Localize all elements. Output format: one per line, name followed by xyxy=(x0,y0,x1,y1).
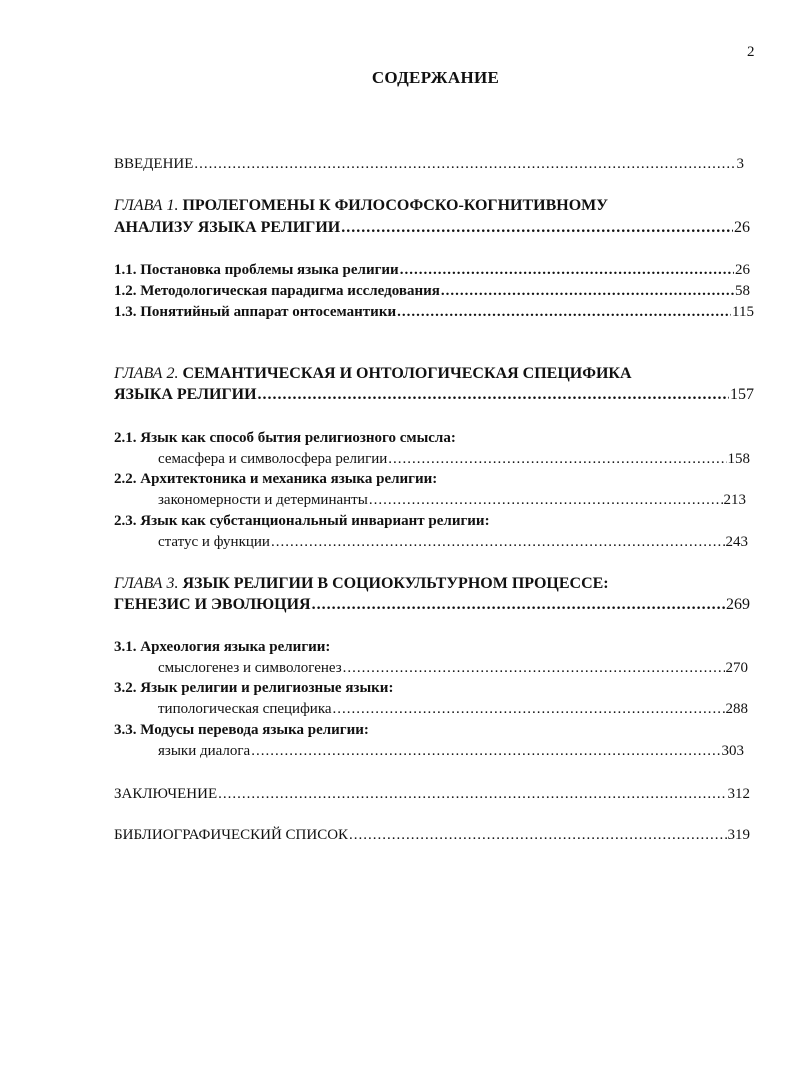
toc-entry-2-3 xyxy=(158,532,748,552)
dot-leader xyxy=(397,302,731,322)
entry-text: ЯЗЫКА РЕЛИГИИ xyxy=(114,386,257,403)
entry-text: ВВЕДЕНИЕ xyxy=(114,156,194,172)
entry-text: семасфера и символосфера религии xyxy=(158,451,388,467)
dot-leader xyxy=(251,741,720,761)
chapter-title: ПРОЛЕГОМЕНЫ К ФИЛОСОФСКО-КОГНИТИВНОМУ xyxy=(182,197,609,214)
dot-leader xyxy=(333,699,725,719)
dot-leader xyxy=(369,490,723,510)
entry-page: 115 xyxy=(732,304,754,320)
entry-text: языки диалога xyxy=(158,743,251,759)
toc-entry-3-2-head: 3.2. Язык религии и религиозные языки: xyxy=(114,680,394,696)
chapter-title: ЯЗЫК РЕЛИГИИ В СОЦИОКУЛЬТУРНОМ ПРОЦЕССЕ: xyxy=(182,575,609,592)
entry-text: ЗАКЛЮЧЕНИЕ xyxy=(114,786,218,802)
chapter-label: ГЛАВА 2. xyxy=(114,365,179,382)
toc-entry-2-1 xyxy=(158,449,750,469)
dot-leader xyxy=(349,825,726,845)
chapter-2-entry xyxy=(114,385,754,405)
chapter-3-entry xyxy=(114,595,750,615)
entry-page: 303 xyxy=(721,743,744,759)
entry-page: 243 xyxy=(725,534,748,550)
entry-text: статус и функции xyxy=(158,534,270,550)
dot-leader xyxy=(312,595,725,615)
entry-page: 312 xyxy=(727,786,750,802)
page-number: 2 xyxy=(747,44,755,60)
entry-page: 26 xyxy=(735,262,750,278)
toc-entry-2-3-head: 2.3. Язык как субстанциональный инвариант религии: xyxy=(114,513,490,529)
toc-entry-3-3 xyxy=(158,741,744,761)
entry-page: 158 xyxy=(727,451,750,467)
toc-entry-3-1 xyxy=(158,658,748,678)
toc-entry-conclusion xyxy=(114,784,750,804)
dot-leader xyxy=(388,449,726,469)
dot-leader xyxy=(441,281,734,301)
entry-text: БИБЛИОГРАФИЧЕСКИЙ СПИСОК xyxy=(114,827,349,843)
entry-text: ГЕНЕЗИС И ЭВОЛЮЦИЯ xyxy=(114,596,311,613)
toc-entry-1-1 xyxy=(114,260,750,280)
toc-entry-3-1-head: 3.1. Археология языка религии: xyxy=(114,639,331,655)
entry-text: 1.2. Методологическая парадигма исследования xyxy=(114,283,440,299)
toc-entry-2-2 xyxy=(158,490,746,510)
chapter-2-heading xyxy=(114,364,632,384)
entry-text: 1.3. Понятийный аппарат онтосемантики xyxy=(114,304,397,320)
entry-text: АНАЛИЗУ ЯЗЫКА РЕЛИГИИ xyxy=(114,219,341,236)
entry-page: 270 xyxy=(725,660,748,676)
entry-page: 269 xyxy=(726,596,750,613)
entry-text: закономерности и детерминанты xyxy=(158,492,368,508)
entry-page: 58 xyxy=(735,283,750,299)
entry-text: 1.1. Постановка проблемы языка религии xyxy=(114,262,399,278)
dot-leader xyxy=(343,658,725,678)
toc-entry-1-2 xyxy=(114,281,750,301)
toc-entry-intro xyxy=(114,154,744,174)
entry-text: смыслогенез и символогенез xyxy=(158,660,342,676)
dot-leader xyxy=(218,784,726,804)
entry-page: 157 xyxy=(730,386,754,403)
dot-leader xyxy=(341,218,733,238)
toc-entry-bibliography xyxy=(114,825,750,845)
toc-entry-3-3-head: 3.3. Модусы перевода языка религии: xyxy=(114,722,369,738)
entry-text: типологическая специфика xyxy=(158,701,332,717)
dot-leader xyxy=(258,385,729,405)
entry-page: 288 xyxy=(725,701,748,717)
entry-page: 213 xyxy=(723,492,746,508)
entry-page: 319 xyxy=(727,827,750,843)
toc-entry-2-1-head: 2.1. Язык как способ бытия религиозного смысла: xyxy=(114,430,456,446)
dot-leader xyxy=(271,532,725,552)
toc-title: СОДЕРЖАНИЕ xyxy=(371,68,500,87)
chapter-3-heading xyxy=(114,574,609,594)
chapter-title: СЕМАНТИЧЕСКАЯ И ОНТОЛОГИЧЕСКАЯ СПЕЦИФИКА xyxy=(182,365,632,382)
entry-page: 26 xyxy=(734,219,750,236)
chapter-1-entry xyxy=(114,218,750,238)
toc-entry-1-3 xyxy=(114,302,754,322)
toc-entry-2-2-head: 2.2. Архитектоника и механика языка религии: xyxy=(114,471,438,487)
entry-page: 3 xyxy=(736,156,744,172)
chapter-label: ГЛАВА 3. xyxy=(114,575,179,592)
dot-leader xyxy=(400,260,734,280)
chapter-1-heading xyxy=(114,196,608,216)
toc-entry-3-2 xyxy=(158,699,748,719)
dot-leader xyxy=(194,154,735,174)
chapter-label: ГЛАВА 1. xyxy=(114,197,179,214)
